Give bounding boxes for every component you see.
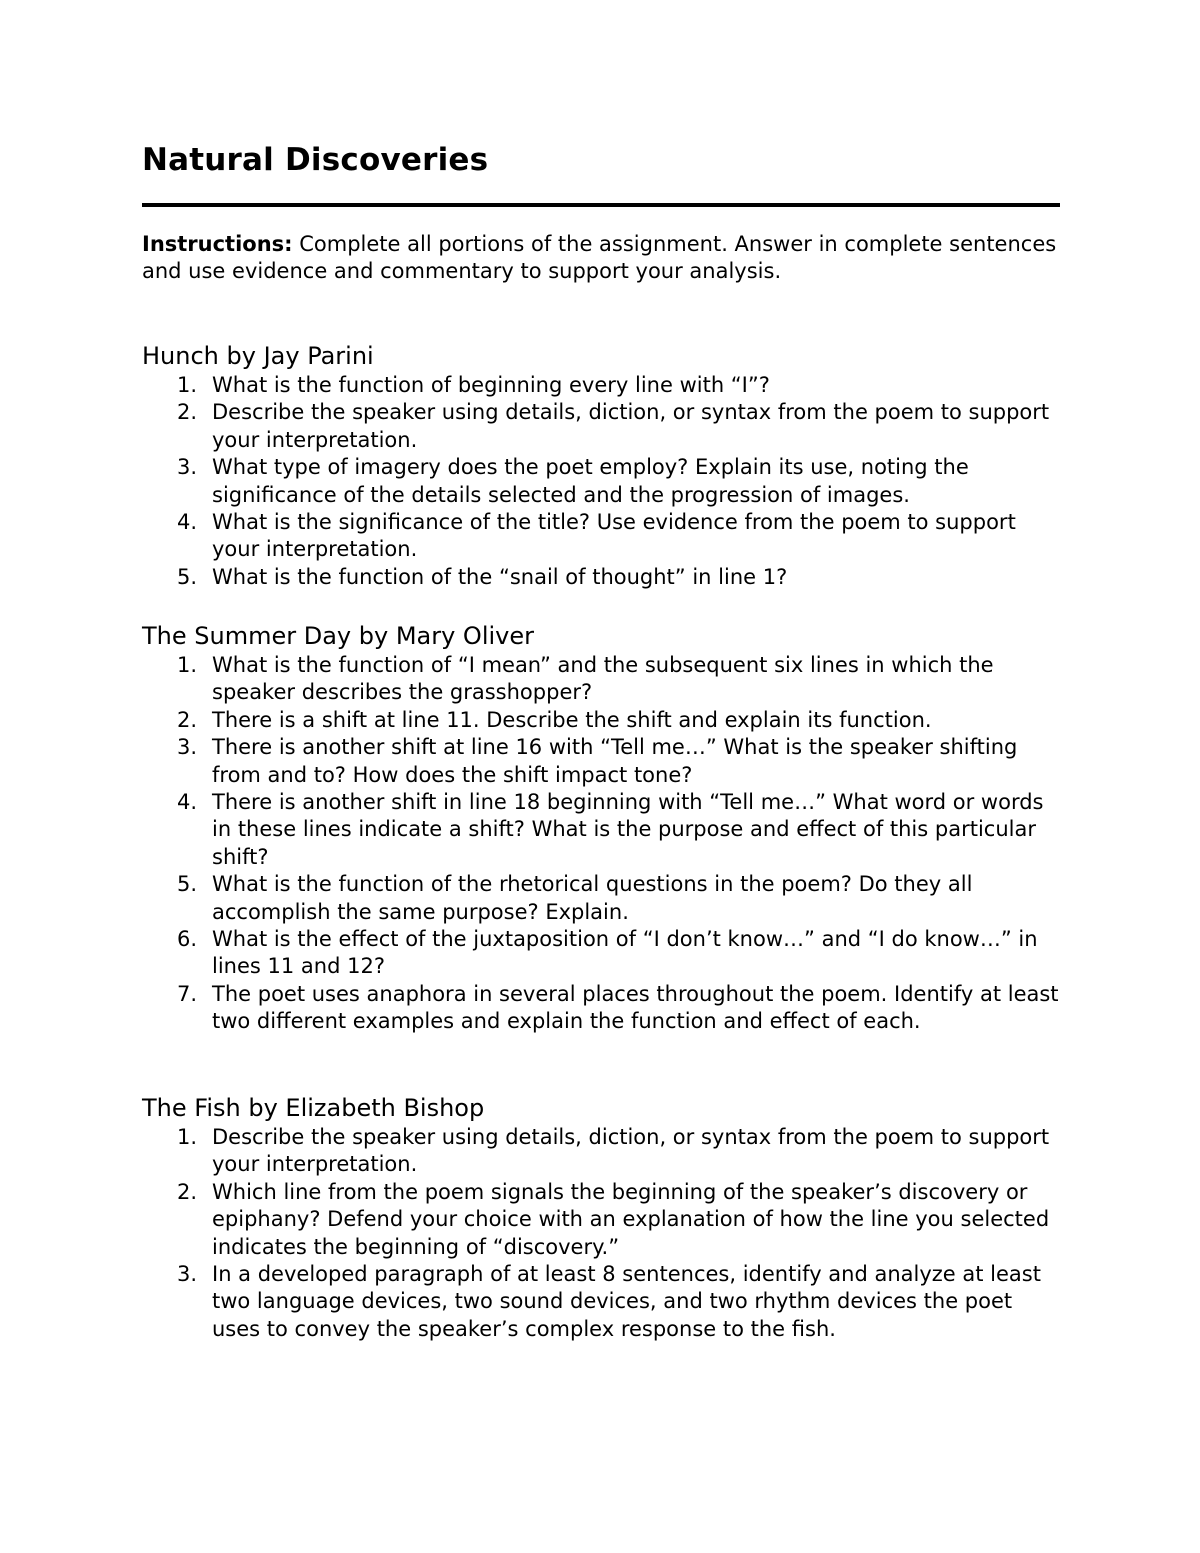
question-text: Describe the speaker using details, diction, or syntax from the poem to support your interpretation. <box>212 1125 1050 1177</box>
section-title: Hunch by Jay Parini <box>142 342 374 370</box>
question-text: Describe the speaker using details, diction, or syntax from the poem to support your interpretation. <box>212 400 1050 452</box>
question-number: 2. <box>177 707 198 732</box>
question-item <box>142 509 1060 564</box>
page-title: Natural Discoveries <box>142 142 489 178</box>
section-hunch <box>142 341 1060 591</box>
instructions-paragraph <box>142 231 1060 286</box>
question-item <box>142 1179 1060 1261</box>
question-list <box>142 372 1060 591</box>
question-text: There is a shift at line 11. Describe the shift and explain its function. <box>212 707 932 732</box>
question-text: Which line from the poem signals the beginning of the speaker’s discovery or epiphany? Defend your choice with an explanation of how the line you selected indicates the beginning of “discovery.” <box>212 1179 1050 1259</box>
question-number: 5. <box>177 564 198 589</box>
question-text: What is the function of beginning every line with “I”? <box>212 373 770 397</box>
question-item <box>142 871 1060 926</box>
question-text: What is the significance of the title? Use evidence from the poem to support your interpretation. <box>212 510 1016 562</box>
question-item <box>142 926 1060 981</box>
section-title: The Fish by Elizabeth Bishop <box>142 1094 485 1122</box>
instructions-label: Instructions: <box>142 232 293 256</box>
question-text: In a developed paragraph of at least 8 sentences, identify and analyze at least two language devices, two sound devices, and two rhythm devices the poet uses to convey the speaker’s complex response to the fish. <box>212 1262 1041 1341</box>
question-text: What is the function of the rhetorical questions in the poem? Do they all accomplish the same purpose? Explain. <box>212 872 973 924</box>
question-item <box>142 1261 1060 1343</box>
question-number: 3. <box>177 455 198 480</box>
question-text: What is the function of “I mean” and the subsequent six lines in which the speaker describes the grasshopper? <box>212 653 994 705</box>
section-title: The Summer Day by Mary Oliver <box>142 622 534 650</box>
section-the-fish <box>142 1093 1060 1343</box>
question-number: 2. <box>177 400 198 425</box>
question-list <box>142 1124 1060 1343</box>
question-text: What type of imagery does the poet employ? Explain its use, noting the significance of the details selected and the progression of images. <box>212 455 969 507</box>
question-number: 1. <box>177 373 198 397</box>
question-text: What is the function of the “snail of thought” in line 1? <box>212 564 788 589</box>
question-item <box>142 564 1060 591</box>
section-summer-day <box>142 621 1060 1036</box>
question-number: 4. <box>177 510 198 535</box>
question-list <box>142 652 1060 1036</box>
question-number: 3. <box>177 735 198 760</box>
question-item <box>142 399 1060 454</box>
question-item <box>142 454 1060 509</box>
question-number: 5. <box>177 872 198 897</box>
question-item <box>142 981 1060 1036</box>
instructions-text: Complete all portions of the assignment. Answer in complete sentences and use evidence and commentary to support your analysis. <box>142 232 1057 284</box>
question-item <box>142 1124 1060 1179</box>
question-item <box>142 734 1060 789</box>
question-number: 7. <box>177 981 198 1006</box>
question-text: There is another shift in line 18 beginning with “Tell me…” What word or words in these lines indicate a shift? What is the purpose and effect of this particular shift? <box>212 790 1044 869</box>
question-text: There is another shift at line 16 with “Tell me…” What is the speaker shifting from and to? How does the shift impact tone? <box>212 735 1018 787</box>
question-item <box>142 707 1060 734</box>
question-number: 2. <box>177 1179 198 1204</box>
question-text: What is the effect of the juxtaposition of “I don’t know…” and “I do know…” in lines 11 and 12? <box>212 927 1038 979</box>
question-number: 4. <box>177 790 198 815</box>
question-item <box>142 372 1060 399</box>
question-item <box>142 652 1060 707</box>
question-number: 6. <box>177 927 198 952</box>
question-number: 1. <box>177 653 198 677</box>
question-text: The poet uses anaphora in several places throughout the poem. Identify at least two different examples and explain the function and effect of each. <box>212 981 1059 1034</box>
question-number: 3. <box>177 1262 198 1287</box>
question-number: 1. <box>177 1125 198 1149</box>
title-divider <box>142 203 1060 207</box>
question-item <box>142 789 1060 871</box>
